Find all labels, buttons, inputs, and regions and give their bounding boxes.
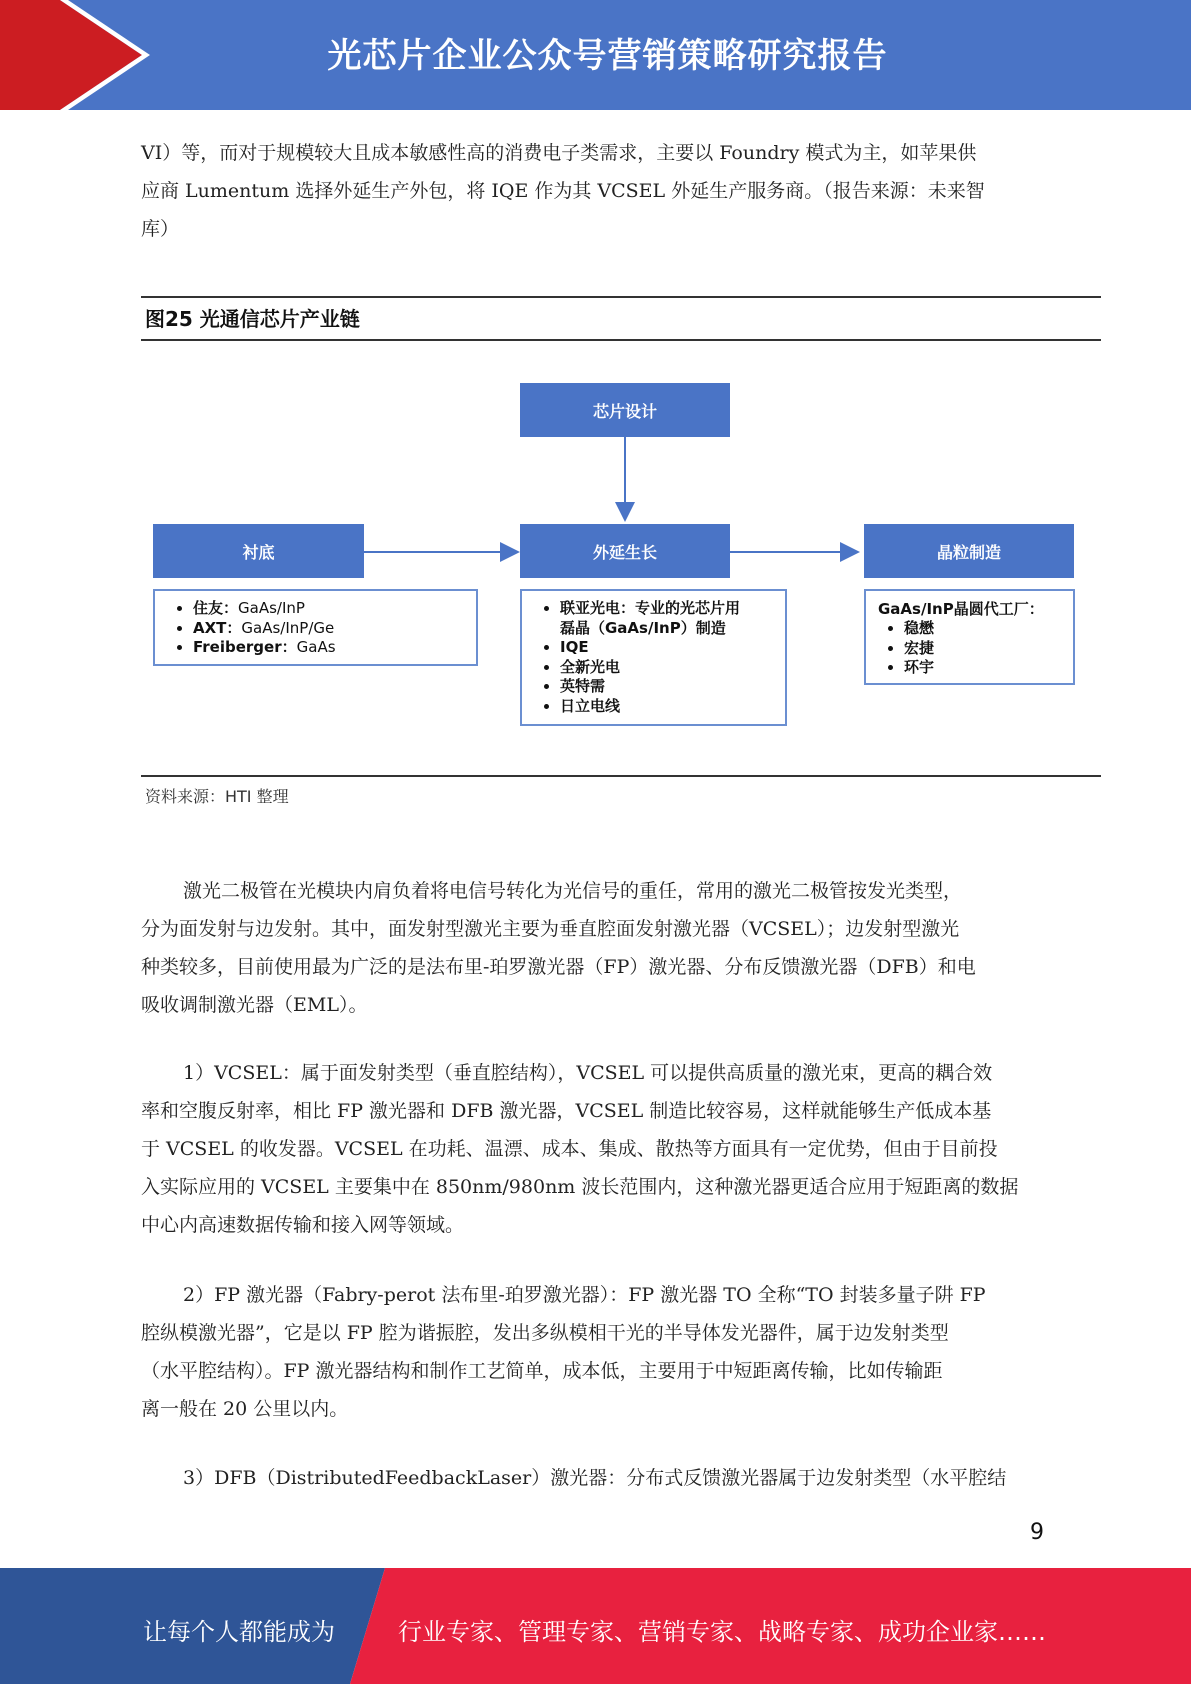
text-line: （水平腔结构）。FP 激光器结构和制作工艺简单，成本低，主要用于中短距离传输，比如传输距 [141, 1360, 943, 1382]
page-number: 9 [1030, 1520, 1044, 1545]
die-foundry-list [864, 589, 1075, 685]
text-line: 种类较多，目前使用最为广泛的是法布里-珀罗激光器（FP）激光器、分布反馈激光器（DFB）和电 [141, 956, 976, 978]
text-line: 应商 Lumentum 选择外延生产外包，将 IQE 作为其 VCSEL 外延生产服务商。（报告来源：未来智 [141, 180, 985, 202]
list-heading: GaAs/InP晶圆代工厂： [878, 600, 1044, 618]
paragraph-dfb-laser [141, 1459, 1061, 1497]
text-line: 分为面发射与边发射。其中，面发射型激光主要为垂直腔面发射激光器（VCSEL）；边发射型激光 [141, 918, 960, 940]
text-line: 3）DFB（DistributedFeedbackLaser）激光器：分布式反馈激光器属于边发射类型（水平腔结 [183, 1467, 1007, 1489]
text-line: VI）等，而对于规模较大且成本敏感性高的消费电子类需求，主要以 Foundry 模式为主，如苹果供 [141, 142, 977, 164]
box-chip-design: 芯片设计 [520, 383, 730, 437]
figure-title: 图25 光通信芯片产业链 [145, 307, 360, 331]
text-line: 激光二极管在光模块内肩负着将电信号转化为光信号的重任，常用的激光二极管按发光类型， [183, 880, 963, 902]
text-line: 1）VCSEL：属于面发射类型（垂直腔结构），VCSEL 可以提供高质量的激光束，更高的耦合效 [183, 1062, 993, 1084]
footer-slogan-right: 行业专家、管理专家、营销专家、战略专家、成功企业家…… [398, 1618, 1046, 1646]
substrate-supplier-list [153, 589, 478, 666]
list-item: • 环宇 [904, 658, 1061, 678]
box-die-manufacturing: 晶粒制造 [864, 524, 1074, 578]
list-item: • 宏捷 [904, 639, 1061, 659]
box-epitaxy: 外延生长 [520, 524, 730, 578]
text-line: 于 VCSEL 的收发器。VCSEL 在功耗、温漂、成本、集成、散热等方面具有一定优势，但由于目前投 [141, 1138, 998, 1160]
text-line: 中心内高速数据传输和接入网等领域。 [141, 1214, 465, 1236]
figure-source: 资料来源：HTI 整理 [145, 787, 289, 806]
footer-slogan-left: 让每个人都能成为 [143, 1618, 335, 1646]
list-item: • Freiberger：GaAs [193, 638, 464, 658]
text-line: 2）FP 激光器（Fabry-perot 法布里-珀罗激光器）：FP 激光器 TO 全称“TO 封装多量子阱 FP [183, 1284, 986, 1306]
list-item: • AXT：GaAs/InP/Ge [193, 619, 464, 639]
text-line: 离一般在 20 公里以内。 [141, 1398, 349, 1420]
list-item: • 联亚光电：专业的光芯片用 磊晶（GaAs/InP）制造 [560, 599, 773, 638]
epitaxy-supplier-list [520, 589, 787, 726]
list-item: • 全新光电 [560, 658, 773, 678]
list-item: • 英特需 [560, 677, 773, 697]
text-line: 入实际应用的 VCSEL 主要集中在 850nm/980nm 波长范围内，这种激光器更适合应用于短距离的数据 [141, 1176, 1019, 1198]
paragraph-vcsel [141, 1054, 1061, 1244]
paragraph-fp-laser [141, 1276, 1061, 1428]
text-line: 库） [141, 218, 180, 240]
list-item: • 日立电线 [560, 697, 773, 717]
paragraph-laser-types [141, 872, 1061, 1024]
text-line: 腔纵模激光器”，它是以 FP 腔为谐振腔，发出多纵模相干光的半导体发光器件，属于边发射类型 [141, 1322, 949, 1344]
list-item: • 稳懋 [904, 619, 1061, 639]
list-item: • IQE [560, 638, 773, 658]
header-title: 光芯片企业公众号营销策略研究报告 [327, 36, 888, 76]
figure-bottom-rule [141, 775, 1101, 777]
list-item: • 住友：GaAs/InP [193, 599, 464, 619]
text-line: 率和空腹反射率，相比 FP 激光器和 DFB 激光器，VCSEL 制造比较容易，这样就能够生产低成本基 [141, 1100, 992, 1122]
text-line: 吸收调制激光器（EML）。 [141, 994, 368, 1016]
box-substrate: 衬底 [153, 524, 364, 578]
